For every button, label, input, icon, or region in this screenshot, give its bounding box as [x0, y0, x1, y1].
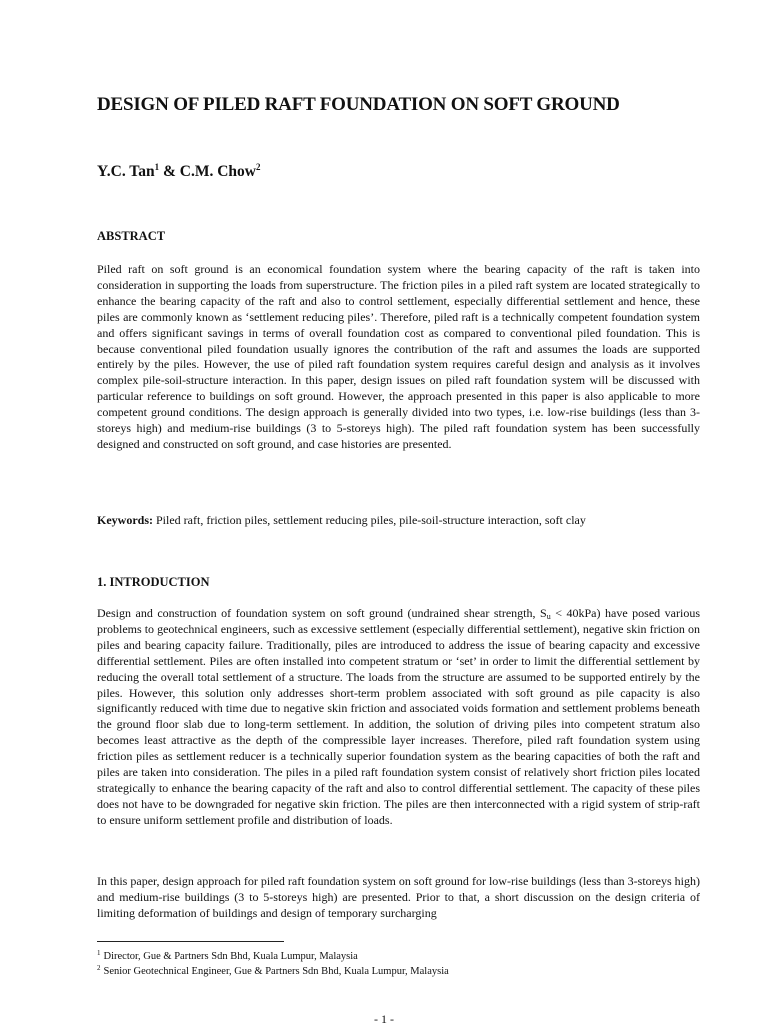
abstract-heading: ABSTRACT — [97, 229, 166, 243]
keywords-text: Piled raft, friction piles, settlement reducing piles, pile-soil-structure interaction, soft clay — [153, 513, 586, 527]
introduction-heading: 1. INTRODUCTION — [97, 575, 210, 589]
keywords-label: Keywords: — [97, 513, 153, 527]
footnote-1 — [97, 949, 358, 962]
intro-p1-rest: < 40kPa) have posed various problems to geotechnical engineers, such as excessive settlement (especially differential settlement), negative skin friction on piles and bearing capacity failure. Traditionally, piles are introduced to address the issue of bearing capacity and excessive differential settlement. Piles are often installed into competent stratum or ‘set’ in order to limit the differential settlement by reducing the overall total settlement of a structure. The loads from the structure are assumed to be supported entirely by the piles. However, this solution only addresses short-term problem associated with soft ground as pile capacity is also significantly reduced with time due to negative skin friction and associated voids formation and settlement problems beneath the ground floor slab due to long-term settlement. In addition, the solution of driving piles into competent stratum also becomes least attractive as the depth of the compressible layer increases. Therefore, piled raft foundation system using friction piles as settlement reducer is a technically superior foundation system as the bearing capacities of both the raft and piles are taken into consideration. The piles in a piled raft foundation system consist of relatively short friction piles located strategically to enhance the bearing capacity of the raft and also to control differential settlement. The capacity of these piles does not have to be downgraded for negative skin friction. The piles are then interconnected with a rigid system of strip-raft to ensure uniform settlement profile and distribution of loads. — [97, 606, 700, 827]
author-2: C.M. Chow — [179, 163, 256, 180]
footnote-1-mark: 1 — [97, 949, 101, 957]
intro-p1-start: Design and construction of foundation system on soft ground (undrained shear strength, S — [97, 606, 547, 620]
author-separator: & — [159, 163, 180, 180]
paper-title: DESIGN OF PILED RAFT FOUNDATION ON SOFT GROUND — [97, 94, 620, 115]
author-line — [97, 162, 261, 181]
author-2-affiliation-mark: 2 — [256, 162, 261, 172]
keywords-line — [97, 513, 707, 528]
author-1-affiliation-mark: 1 — [154, 162, 160, 172]
introduction-paragraph-2: In this paper, design approach for piled raft foundation system on soft ground for low-rise buildings (less than 3-storeys high) and medium-rise buildings (3 to 5-storeys high) are presented. Prior to that, a short discussion on the design criteria of limiting deformation of buildings and design of temporary surcharging — [97, 874, 700, 920]
footnote-divider — [97, 941, 284, 942]
page-number: - 1 - — [374, 1012, 394, 1026]
footnote-2 — [97, 964, 449, 977]
introduction-paragraph-1 — [97, 606, 700, 829]
footnote-2-text: Senior Geotechnical Engineer, Gue & Partners Sdn Bhd, Kuala Lumpur, Malaysia — [103, 966, 449, 977]
footnote-2-mark: 2 — [97, 964, 101, 972]
abstract-text: Piled raft on soft ground is an economical foundation system where the bearing capacity of the raft is taken into consideration in supporting the loads from superstructure. The friction piles in a piled raft system are located strategically to enhance the bearing capacity of the raft and also to control settlement, especially differential settlement and hence, these piles are commonly known as ‘settlement reducing piles’. Therefore, piled raft is a technically competent foundation system and offers significant savings in terms of overall foundation cost as compared to conventional piled foundation. This is because conventional piled foundation usually ignores the contribution of the raft and assumes the loads are supported entirely by the piles. However, the use of piled raft foundation system requires careful design and analysis as it involves complex pile-soil-structure interaction. In this paper, design issues on piled raft foundation system will be discussed with particular reference to buildings on soft ground. However, the approach presented in this paper is also applicable to more competent ground conditions. The design approach is generally divided into two types, i.e. low-rise buildings (less than 3-storeys high) and medium-rise buildings (3 to 5-storeys high). The piled raft foundation system has been successfully designed and constructed on soft ground, and case histories are presented. — [97, 262, 700, 451]
intro-p1-subscript: u — [546, 612, 551, 621]
author-1: Y.C. Tan — [97, 163, 155, 180]
footnote-1-text: Director, Gue & Partners Sdn Bhd, Kuala Lumpur, Malaysia — [103, 951, 358, 962]
